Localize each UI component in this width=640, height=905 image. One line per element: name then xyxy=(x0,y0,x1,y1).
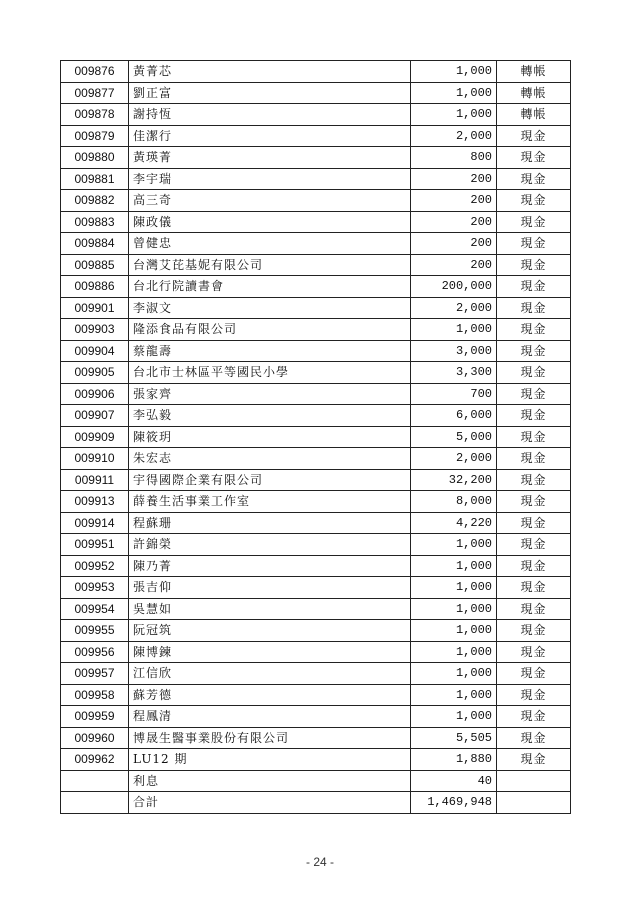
receipt-number-cell: 009958 xyxy=(61,684,129,706)
donor-name-cell: 黃菁芯 xyxy=(129,61,411,83)
donor-name-cell: 張吉仰 xyxy=(129,577,411,599)
donor-name-cell: 江信欣 xyxy=(129,663,411,685)
donor-name-cell: 陳筱玥 xyxy=(129,426,411,448)
receipt-number-cell: 009913 xyxy=(61,491,129,513)
amount-cell: 700 xyxy=(411,383,497,405)
table-row xyxy=(61,598,571,620)
payment-method-cell: 現金 xyxy=(497,641,571,663)
table-row xyxy=(61,426,571,448)
payment-method-cell: 轉帳 xyxy=(497,104,571,126)
receipt-number-cell: 009877 xyxy=(61,82,129,104)
amount-cell: 3,000 xyxy=(411,340,497,362)
payment-method-cell: 現金 xyxy=(497,512,571,534)
table-row xyxy=(61,254,571,276)
amount-cell: 1,000 xyxy=(411,534,497,556)
receipt-number-cell: 009906 xyxy=(61,383,129,405)
payment-method-cell: 現金 xyxy=(497,663,571,685)
donor-name-cell: 高三奇 xyxy=(129,190,411,212)
payment-method-cell: 現金 xyxy=(497,319,571,341)
payment-method-cell: 現金 xyxy=(497,577,571,599)
donor-name-cell: 謝持恆 xyxy=(129,104,411,126)
amount-cell: 40 xyxy=(411,770,497,792)
amount-cell: 200 xyxy=(411,254,497,276)
payment-method-cell: 現金 xyxy=(497,254,571,276)
donor-name-cell: 台北市士林區平等國民小學 xyxy=(129,362,411,384)
donor-name-cell: 曾健忠 xyxy=(129,233,411,255)
amount-cell: 1,000 xyxy=(411,104,497,126)
payment-method-cell: 現金 xyxy=(497,620,571,642)
donor-name-cell: 佳潔行 xyxy=(129,125,411,147)
table-row xyxy=(61,61,571,83)
donor-name-cell: 博晟生醫事業股份有限公司 xyxy=(129,727,411,749)
receipt-number-cell: 009957 xyxy=(61,663,129,685)
receipt-number-cell: 009885 xyxy=(61,254,129,276)
table-row xyxy=(61,190,571,212)
amount-cell: 200 xyxy=(411,233,497,255)
payment-method-cell: 現金 xyxy=(497,598,571,620)
donor-name-cell: 陳乃菁 xyxy=(129,555,411,577)
receipt-number-cell: 009879 xyxy=(61,125,129,147)
receipt-number-cell: 009880 xyxy=(61,147,129,169)
payment-method-cell: 現金 xyxy=(497,125,571,147)
donor-name-cell: 朱宏志 xyxy=(129,448,411,470)
amount-cell: 800 xyxy=(411,147,497,169)
donor-name-cell: 李淑文 xyxy=(129,297,411,319)
donor-name-cell: 利息 xyxy=(129,770,411,792)
amount-cell: 5,505 xyxy=(411,727,497,749)
table-row xyxy=(61,727,571,749)
receipt-number-cell: 009903 xyxy=(61,319,129,341)
amount-cell: 200 xyxy=(411,190,497,212)
amount-cell: 200 xyxy=(411,168,497,190)
table-row xyxy=(61,147,571,169)
table-row xyxy=(61,405,571,427)
donor-name-cell: 吳慧如 xyxy=(129,598,411,620)
receipt-number-cell: 009901 xyxy=(61,297,129,319)
table-row xyxy=(61,469,571,491)
table-row xyxy=(61,104,571,126)
amount-cell: 8,000 xyxy=(411,491,497,513)
donor-name-cell: 黃瑛菁 xyxy=(129,147,411,169)
donor-name-cell: 蘇芳德 xyxy=(129,684,411,706)
table-row xyxy=(61,641,571,663)
payment-method-cell: 轉帳 xyxy=(497,61,571,83)
table-row xyxy=(61,555,571,577)
payment-method-cell: 轉帳 xyxy=(497,82,571,104)
amount-cell: 1,000 xyxy=(411,663,497,685)
payment-method-cell: 現金 xyxy=(497,405,571,427)
table-row xyxy=(61,534,571,556)
receipt-number-cell: 009876 xyxy=(61,61,129,83)
table-row xyxy=(61,82,571,104)
table-row xyxy=(61,577,571,599)
receipt-number-cell: 009904 xyxy=(61,340,129,362)
amount-cell: 1,469,948 xyxy=(411,792,497,814)
receipt-number-cell: 009953 xyxy=(61,577,129,599)
payment-method-cell: 現金 xyxy=(497,211,571,233)
payment-method-cell: 現金 xyxy=(497,469,571,491)
table-row xyxy=(61,319,571,341)
receipt-number-cell: 009878 xyxy=(61,104,129,126)
amount-cell: 1,000 xyxy=(411,82,497,104)
amount-cell: 1,000 xyxy=(411,620,497,642)
payment-method-cell: 現金 xyxy=(497,362,571,384)
amount-cell: 32,200 xyxy=(411,469,497,491)
table-row xyxy=(61,512,571,534)
payment-method-cell: 現金 xyxy=(497,706,571,728)
payment-method-cell: 現金 xyxy=(497,233,571,255)
donor-name-cell: LU12 期 xyxy=(129,749,411,771)
receipt-number-cell: 009959 xyxy=(61,706,129,728)
payment-method-cell: 現金 xyxy=(497,426,571,448)
receipt-number-cell xyxy=(61,770,129,792)
donation-table-body xyxy=(61,61,571,814)
payment-method-cell: 現金 xyxy=(497,727,571,749)
payment-method-cell: 現金 xyxy=(497,555,571,577)
donor-name-cell: 李弘毅 xyxy=(129,405,411,427)
table-row xyxy=(61,362,571,384)
payment-method-cell: 現金 xyxy=(497,684,571,706)
receipt-number-cell: 009909 xyxy=(61,426,129,448)
amount-cell: 1,000 xyxy=(411,706,497,728)
payment-method-cell xyxy=(497,792,571,814)
receipt-number-cell: 009886 xyxy=(61,276,129,298)
table-row xyxy=(61,125,571,147)
amount-cell: 2,000 xyxy=(411,297,497,319)
receipt-number-cell: 009952 xyxy=(61,555,129,577)
payment-method-cell: 現金 xyxy=(497,383,571,405)
table-row xyxy=(61,276,571,298)
donor-name-cell: 陳博鍊 xyxy=(129,641,411,663)
table-row xyxy=(61,233,571,255)
amount-cell: 1,000 xyxy=(411,319,497,341)
table-row xyxy=(61,663,571,685)
donation-table xyxy=(60,60,571,814)
payment-method-cell: 現金 xyxy=(497,147,571,169)
table-row xyxy=(61,684,571,706)
receipt-number-cell: 009882 xyxy=(61,190,129,212)
table-row xyxy=(61,620,571,642)
amount-cell: 5,000 xyxy=(411,426,497,448)
table-row xyxy=(61,340,571,362)
payment-method-cell: 現金 xyxy=(497,448,571,470)
donor-name-cell: 劉正富 xyxy=(129,82,411,104)
payment-method-cell: 現金 xyxy=(497,340,571,362)
receipt-number-cell: 009881 xyxy=(61,168,129,190)
payment-method-cell: 現金 xyxy=(497,190,571,212)
receipt-number-cell: 009907 xyxy=(61,405,129,427)
table-row xyxy=(61,211,571,233)
payment-method-cell: 現金 xyxy=(497,534,571,556)
donor-name-cell: 隆添食品有限公司 xyxy=(129,319,411,341)
table-row xyxy=(61,383,571,405)
amount-cell: 1,000 xyxy=(411,598,497,620)
receipt-number-cell: 009955 xyxy=(61,620,129,642)
donor-name-cell: 台北行院讀書會 xyxy=(129,276,411,298)
receipt-number-cell: 009905 xyxy=(61,362,129,384)
receipt-number-cell: 009911 xyxy=(61,469,129,491)
amount-cell: 1,000 xyxy=(411,577,497,599)
donor-name-cell: 張家齊 xyxy=(129,383,411,405)
donor-name-cell: 薛養生活事業工作室 xyxy=(129,491,411,513)
table-row xyxy=(61,749,571,771)
payment-method-cell: 現金 xyxy=(497,297,571,319)
donor-name-cell: 蔡龍壽 xyxy=(129,340,411,362)
amount-cell: 3,300 xyxy=(411,362,497,384)
receipt-number-cell: 009954 xyxy=(61,598,129,620)
amount-cell: 4,220 xyxy=(411,512,497,534)
donor-name-cell: 程鳳清 xyxy=(129,706,411,728)
table-row xyxy=(61,491,571,513)
amount-cell: 1,880 xyxy=(411,749,497,771)
payment-method-cell: 現金 xyxy=(497,749,571,771)
donor-name-cell: 李宇瑞 xyxy=(129,168,411,190)
table-row xyxy=(61,792,571,814)
donor-name-cell: 宇得國際企業有限公司 xyxy=(129,469,411,491)
amount-cell: 200,000 xyxy=(411,276,497,298)
donor-name-cell: 程蘇珊 xyxy=(129,512,411,534)
receipt-number-cell xyxy=(61,792,129,814)
amount-cell: 6,000 xyxy=(411,405,497,427)
receipt-number-cell: 009884 xyxy=(61,233,129,255)
donor-name-cell: 台灣艾芘基妮有限公司 xyxy=(129,254,411,276)
receipt-number-cell: 009951 xyxy=(61,534,129,556)
payment-method-cell xyxy=(497,770,571,792)
amount-cell: 1,000 xyxy=(411,641,497,663)
amount-cell: 1,000 xyxy=(411,684,497,706)
table-row xyxy=(61,770,571,792)
payment-method-cell: 現金 xyxy=(497,276,571,298)
donor-name-cell: 許錦榮 xyxy=(129,534,411,556)
donor-name-cell: 合計 xyxy=(129,792,411,814)
donor-name-cell: 陳政儀 xyxy=(129,211,411,233)
receipt-number-cell: 009960 xyxy=(61,727,129,749)
payment-method-cell: 現金 xyxy=(497,491,571,513)
amount-cell: 1,000 xyxy=(411,555,497,577)
receipt-number-cell: 009910 xyxy=(61,448,129,470)
table-row xyxy=(61,448,571,470)
page-number: - 24 - xyxy=(305,855,334,869)
amount-cell: 1,000 xyxy=(411,61,497,83)
amount-cell: 2,000 xyxy=(411,125,497,147)
amount-cell: 2,000 xyxy=(411,448,497,470)
donor-name-cell: 阮冠筑 xyxy=(129,620,411,642)
receipt-number-cell: 009914 xyxy=(61,512,129,534)
amount-cell: 200 xyxy=(411,211,497,233)
payment-method-cell: 現金 xyxy=(497,168,571,190)
table-row xyxy=(61,706,571,728)
table-row xyxy=(61,297,571,319)
table-row xyxy=(61,168,571,190)
receipt-number-cell: 009962 xyxy=(61,749,129,771)
receipt-number-cell: 009883 xyxy=(61,211,129,233)
receipt-number-cell: 009956 xyxy=(61,641,129,663)
